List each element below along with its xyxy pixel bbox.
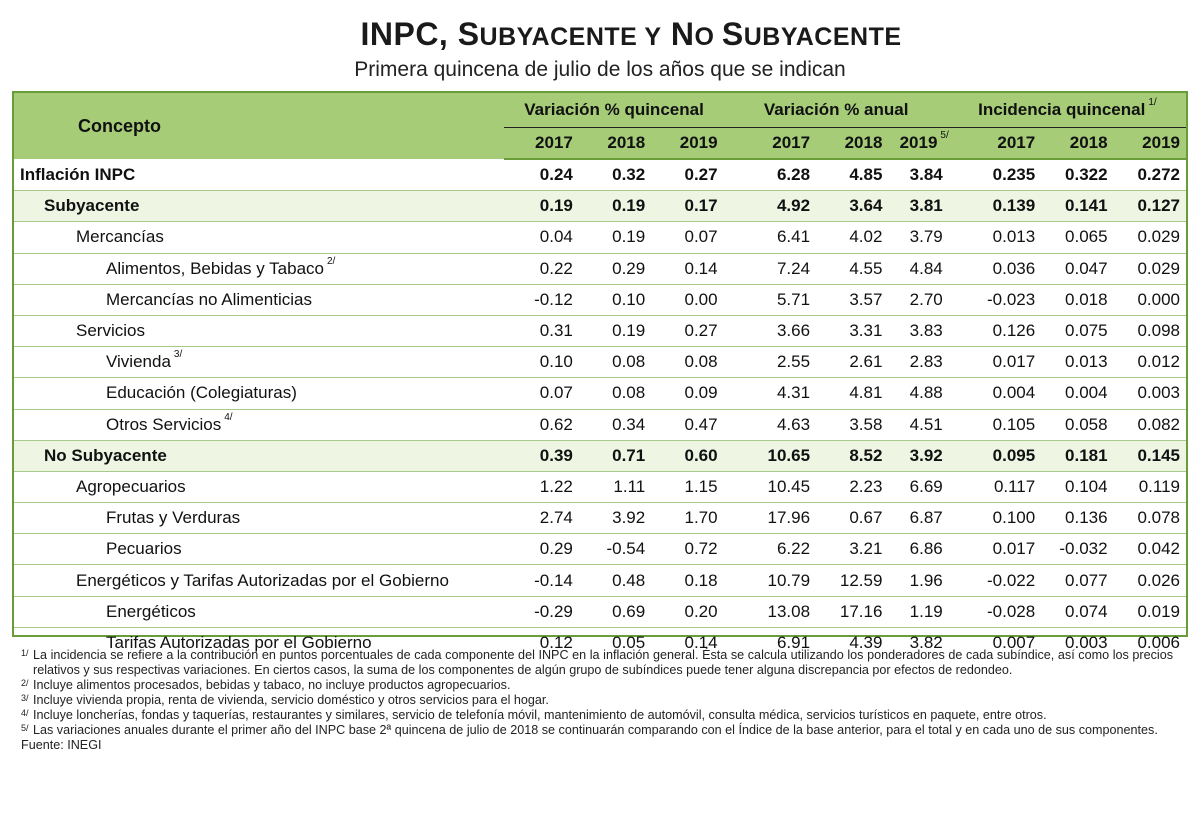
- table-cell: 0.00: [651, 284, 723, 315]
- table-cell: 0.026: [1114, 565, 1186, 596]
- footnote: 2/ Incluye alimentos procesados, bebidas y tabaco, no incluye productos agropecuarios.: [21, 678, 511, 692]
- table-cell: 0.20: [651, 596, 723, 627]
- table-cell: 6.22: [724, 534, 816, 565]
- year-header: 2018: [579, 128, 651, 160]
- table-cell: 0.104: [1041, 471, 1113, 502]
- table-cell: 0.08: [579, 347, 651, 378]
- table-cell: 0.003: [1065, 632, 1108, 652]
- page-subtitle: Primera quincena de julio de los años que se indican: [354, 58, 846, 81]
- year-header: 2018: [816, 128, 888, 160]
- concept-header: Concepto: [14, 93, 504, 159]
- table-cell: -0.12: [504, 284, 578, 315]
- table-row: [14, 440, 1186, 471]
- row-label: Servicios: [14, 315, 504, 346]
- row-label: Alimentos, Bebidas y Tabaco $^{2/}$: [14, 253, 504, 284]
- table-row: [14, 222, 1186, 253]
- table-cell: 2.83: [888, 347, 948, 378]
- table-cell: 0.24: [504, 159, 578, 191]
- group-header-anual: Variación % anual: [724, 93, 949, 128]
- table-cell: 0.126: [949, 315, 1041, 346]
- table-cell: 0.095: [949, 440, 1041, 471]
- table-cell: 0.139: [949, 191, 1041, 222]
- table-cell: 0.036: [949, 253, 1041, 284]
- year-header: 2019 $^{5/}$: [888, 128, 948, 160]
- table-cell: 0.012: [1114, 347, 1186, 378]
- table-cell: 13.08: [724, 596, 816, 627]
- table-cell: 0.31: [504, 315, 578, 346]
- table-cell: 0.60: [651, 440, 723, 471]
- table-cell: 2.61: [816, 347, 888, 378]
- table-cell: -0.032: [1041, 534, 1113, 565]
- table-cell: 0.065: [1041, 222, 1113, 253]
- row-label: Energéticos y Tarifas Autorizadas por el Gobierno: [14, 565, 504, 596]
- table-cell: 3.21: [816, 534, 888, 565]
- table-cell: 3.58: [816, 409, 888, 440]
- table-cell: 0.47: [651, 409, 723, 440]
- table-cell: 0.71: [579, 440, 651, 471]
- table-cell: 0.62: [504, 409, 578, 440]
- table-cell: 6.91: [776, 632, 811, 652]
- table-row: [14, 159, 1186, 191]
- table-cell: 3.92: [579, 503, 651, 534]
- table-cell: 0.72: [651, 534, 723, 565]
- table-cell: 10.45: [724, 471, 816, 502]
- table-cell: 0.27: [651, 315, 723, 346]
- table-cell: 0.098: [1114, 315, 1186, 346]
- table-cell: 4.55: [816, 253, 888, 284]
- table-cell: 0.08: [651, 347, 723, 378]
- table-cell: 6.41: [724, 222, 816, 253]
- table-cell: 0.322: [1041, 159, 1113, 191]
- table-cell: 0.181: [1041, 440, 1113, 471]
- table-cell: 7.24: [724, 253, 816, 284]
- table-cell: 6.87: [888, 503, 948, 534]
- table-cell: 0.09: [651, 378, 723, 409]
- table-cell: 0.05: [612, 632, 646, 652]
- table-cell: 3.31: [816, 315, 888, 346]
- table-cell: 4.88: [888, 378, 948, 409]
- table-cell: 0.105: [949, 409, 1041, 440]
- table-cell: 3.82: [909, 632, 943, 652]
- table-row: [14, 596, 1186, 627]
- table-cell: 0.08: [579, 378, 651, 409]
- table-cell: 0.14: [684, 632, 718, 652]
- row-label: Agropecuarios: [14, 471, 504, 502]
- year-header: 2017: [504, 128, 578, 160]
- year-header: 2018: [1041, 128, 1113, 160]
- table-cell: 0.006: [1137, 632, 1180, 652]
- table-cell: 0.29: [504, 534, 578, 565]
- inpc-table: [12, 91, 1188, 652]
- table-cell: 2.70: [888, 284, 948, 315]
- table-cell: 4.39: [849, 632, 883, 652]
- table-cell: -0.29: [504, 596, 578, 627]
- table-cell: 1.15: [651, 471, 723, 502]
- table-cell: 17.16: [816, 596, 888, 627]
- table-cell: 0.17: [651, 191, 723, 222]
- table-cell: -0.54: [579, 534, 651, 565]
- table-cell: 0.029: [1114, 222, 1186, 253]
- table-cell: 0.19: [579, 191, 651, 222]
- table-cell: 0.07: [651, 222, 723, 253]
- table-cell: 8.52: [816, 440, 888, 471]
- table-cell: 4.63: [724, 409, 816, 440]
- table-cell: 0.013: [949, 222, 1041, 253]
- table-row: [14, 409, 1186, 440]
- table-cell: 0.10: [504, 347, 578, 378]
- table-cell: 0.19: [579, 315, 651, 346]
- table-cell: 0.10: [579, 284, 651, 315]
- table-cell: 0.22: [504, 253, 578, 284]
- table-cell: 0.127: [1114, 191, 1186, 222]
- table-cell: 0.003: [1114, 378, 1186, 409]
- table-cell: 0.67: [816, 503, 888, 534]
- table-cell: 0.07: [504, 378, 578, 409]
- footnote: 1/ La incidencia se refiere a la contribución en puntos porcentuales de cada componente del INPC en la inflación general. Ésta se calcula utilizando los ponderadores de cada subíndice, así como los precios relativos y sus respectivas variaciones. En ciertos casos, la suma de los componentes de algún grupo de subíndices puede tener alguna discrepancia por efectos de redondeo.: [21, 648, 1173, 677]
- table-row: [14, 503, 1186, 534]
- table-row: [14, 284, 1186, 315]
- table-cell: 0.18: [651, 565, 723, 596]
- table-cell: 1.11: [579, 471, 651, 502]
- table-cell: 0.136: [1041, 503, 1113, 534]
- table-cell: 2.55: [724, 347, 816, 378]
- table-cell: 17.96: [724, 503, 816, 534]
- table-cell: 3.57: [816, 284, 888, 315]
- table-cell: 6.69: [888, 471, 948, 502]
- table-cell: 12.59: [816, 565, 888, 596]
- table-cell: 0.029: [1114, 253, 1186, 284]
- table-cell: 0.075: [1041, 315, 1113, 346]
- page-title: INPC, SUBYACENTE Y NO SUBYACENTE: [360, 16, 902, 52]
- table-cell: -0.023: [949, 284, 1041, 315]
- table-cell: 0.004: [1041, 378, 1113, 409]
- table-cell: 0.69: [579, 596, 651, 627]
- table-cell: 1.96: [888, 565, 948, 596]
- table-cell: 4.84: [888, 253, 948, 284]
- table-cell: 2.74: [504, 503, 578, 534]
- table-row: [14, 191, 1186, 222]
- row-label: Educación (Colegiaturas): [14, 378, 504, 409]
- row-label: Inflación INPC: [14, 159, 504, 191]
- table-cell: 0.017: [949, 534, 1041, 565]
- row-label: Frutas y Verduras: [14, 503, 504, 534]
- table-row: [14, 534, 1186, 565]
- row-label: Pecuarios: [14, 534, 504, 565]
- table-cell: 5.71: [724, 284, 816, 315]
- table-cell: 0.013: [1041, 347, 1113, 378]
- year-header: 2019: [651, 128, 723, 160]
- table-cell: 3.83: [888, 315, 948, 346]
- table-cell: 1.19: [888, 596, 948, 627]
- table-cell: 1.22: [504, 471, 578, 502]
- table-cell: 4.31: [724, 378, 816, 409]
- table-cell: 6.86: [888, 534, 948, 565]
- row-label: Vivienda $^{3/}$: [14, 347, 504, 378]
- table-cell: 0.019: [1114, 596, 1186, 627]
- table-cell: 0.078: [1114, 503, 1186, 534]
- table-cell: 0.100: [949, 503, 1041, 534]
- table-cell: 3.84: [888, 159, 948, 191]
- table-cell: 0.074: [1041, 596, 1113, 627]
- footnote: 4/ Incluye loncherías, fondas y taquerías, restaurantes y similares, servicio de telefonía móvil, mantenimiento de automóvil, consulta médica, servicios turísticos en paquete, entre otros.: [21, 708, 1047, 722]
- table-cell: 0.119: [1114, 471, 1186, 502]
- table-cell: 0.000: [1114, 284, 1186, 315]
- table-cell: 4.85: [816, 159, 888, 191]
- table-cell: 0.19: [579, 222, 651, 253]
- table-cell: 0.018: [1041, 284, 1113, 315]
- row-label: Mercancías no Alimenticias: [14, 284, 504, 315]
- row-label: Energéticos: [14, 596, 504, 627]
- table-cell: 0.12: [539, 632, 573, 652]
- group-header-quincenal: Variación % quincenal: [504, 93, 723, 128]
- table-cell: 0.082: [1114, 409, 1186, 440]
- table-cell: 0.235: [949, 159, 1041, 191]
- table-cell: 4.92: [724, 191, 816, 222]
- row-label: Otros Servicios $^{4/}$: [14, 409, 504, 440]
- table-cell: 0.27: [651, 159, 723, 191]
- table-cell: 3.66: [724, 315, 816, 346]
- table-cell: 6.28: [724, 159, 816, 191]
- table-cell: 3.81: [888, 191, 948, 222]
- table-cell: 0.19: [504, 191, 578, 222]
- table-cell: 0.48: [579, 565, 651, 596]
- table-cell: 0.272: [1114, 159, 1186, 191]
- source-note: Fuente: INEGI: [21, 738, 102, 752]
- table-row: [14, 378, 1186, 409]
- table-cell: 0.017: [949, 347, 1041, 378]
- table-cell: 3.64: [816, 191, 888, 222]
- year-header: 2019: [1114, 128, 1186, 160]
- row-label: No Subyacente: [14, 440, 504, 471]
- table-row: [14, 315, 1186, 346]
- table-cell: -0.022: [949, 565, 1041, 596]
- table-cell: 0.007: [992, 632, 1036, 652]
- table-cell: 0.145: [1114, 440, 1186, 471]
- table-cell: 0.042: [1114, 534, 1186, 565]
- row-label: Subyacente: [14, 191, 504, 222]
- row-label: Mercancías: [14, 222, 504, 253]
- table-cell: 0.04: [504, 222, 578, 253]
- table-cell: 1.70: [651, 503, 723, 534]
- table-cell: 0.32: [579, 159, 651, 191]
- table-row: [14, 471, 1186, 502]
- footnotes: [21, 648, 1173, 753]
- table-cell: 3.79: [888, 222, 948, 253]
- table-cell: 0.29: [579, 253, 651, 284]
- group-header-incidencia: Incidencia quincenal $^{1/}$: [949, 93, 1186, 128]
- table-cell: 0.39: [504, 440, 578, 471]
- table-cell: 0.004: [949, 378, 1041, 409]
- row-label: Tarifas Autorizadas por el Gobierno: [106, 632, 372, 652]
- table-row: [14, 565, 1186, 596]
- table-row: [14, 253, 1186, 284]
- table-cell: 0.34: [579, 409, 651, 440]
- table-cell: 4.51: [888, 409, 948, 440]
- table-cell: 0.14: [651, 253, 723, 284]
- table-cell: 0.141: [1041, 191, 1113, 222]
- table-cell: -0.14: [504, 565, 578, 596]
- year-header: 2017: [724, 128, 816, 160]
- table-cell: 0.058: [1041, 409, 1113, 440]
- table-cell: 0.077: [1041, 565, 1113, 596]
- table-row: [14, 347, 1186, 378]
- table-cell: 0.117: [949, 471, 1041, 502]
- footnote: 5/ Las variaciones anuales durante el primer año del INPC base 2ª quincena de julio de 2018 se continuarán comparando con el Índice de la base anterior, para el total y en cada uno de sus componentes.: [21, 723, 1158, 737]
- table-cell: 3.92: [888, 440, 948, 471]
- table-cell: -0.028: [949, 596, 1041, 627]
- table-cell: 2.23: [816, 471, 888, 502]
- table-cell: 4.81: [816, 378, 888, 409]
- footnote: 3/ Incluye vivienda propia, renta de vivienda, servicio doméstico y otros servicios para el hogar.: [21, 693, 549, 707]
- table-cell: 4.02: [816, 222, 888, 253]
- year-header: 2017: [949, 128, 1041, 160]
- table-cell: 10.65: [724, 440, 816, 471]
- table-cell: 0.047: [1041, 253, 1113, 284]
- table-cell: 10.79: [724, 565, 816, 596]
